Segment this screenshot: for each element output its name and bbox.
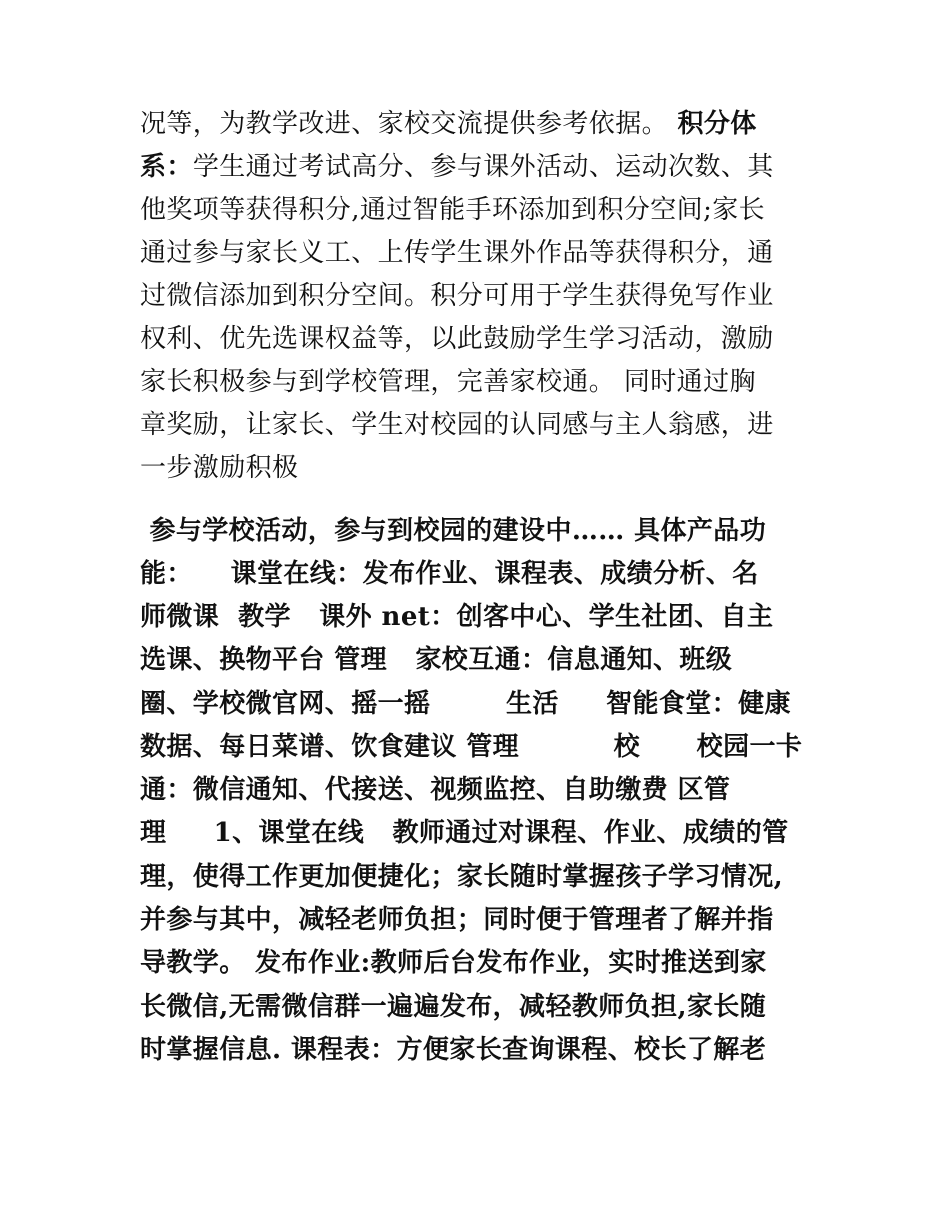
text-line-bold: 理，使得工作更加便捷化；家长随时掌握孩子学习情况, [140, 862, 784, 892]
text-line-bold: 师微课 教学 课外 net：创客中心、学生社团、自主 [140, 602, 774, 632]
text-line-bold: 数据、每日菜谱、饮食建议 管理 校 校园一卡 [140, 732, 803, 762]
text-line-bold: 理 1、课堂在线 教师通过对课程、作业、成绩的管 [140, 818, 789, 848]
text-line: 家长积极参与到学校管理，完善家校通。 同时通过胸 [140, 367, 756, 397]
text-line: 他奖项等获得积分,通过智能手环添加到积分空间;家长 [140, 195, 766, 225]
text-line-bold: 并参与其中，减轻老师负担；同时便于管理者了解并指 [140, 905, 774, 935]
text-line: 权利、优先选课权益等，以此鼓励学生学习活动，激励 [140, 324, 774, 354]
text-line-bold: 能： 课堂在线：发布作业、课程表、成绩分析、名 [140, 559, 759, 589]
text-line: 章奖励，让家长、学生对校园的认同感与主人翁感，进 [140, 410, 774, 440]
text-line [140, 146, 774, 188]
text-run: 况等，为教学改进、家校交流提供参考依据。 [140, 109, 669, 139]
text-line-bold: 选课、换物平台 管理 家校互通：信息通知、班级 [140, 645, 733, 675]
section-heading-points-system-cont: 系： [140, 152, 193, 182]
text-run: 学生通过考试高分、参与课外活动、运动次数、其 [192, 152, 774, 182]
section-heading-points-system: 积分体 [668, 109, 757, 139]
text-line-bold: 通：微信通知、代接送、视频监控、自助缴费 区管 [140, 775, 731, 805]
text-line-bold: 圈、学校微官网、摇一摇 生活 智能食堂：健康 [140, 689, 791, 719]
text-line-bold: 参与学校活动，参与到校园的建设中…… 具体产品功 [140, 516, 767, 546]
text-line: 一步激励积极 [140, 453, 299, 483]
text-line-bold: 时掌握信息. 课程表：方便家长查询课程、校长了解老 [140, 1035, 767, 1065]
text-line: 通过参与家长义工、上传学生课外作品等获得积分，通 [140, 238, 774, 268]
text-line-bold: 导教学。 发布作业:教师后台发布作业，实时推送到家 [140, 948, 767, 978]
text-line-bold: 长微信,无需微信群一遍遍发布，减轻教师负担,家长随 [140, 992, 767, 1022]
text-line: 过微信添加到积分空间。积分可用于学生获得免写作业 [140, 281, 774, 311]
text-line [140, 103, 757, 145]
